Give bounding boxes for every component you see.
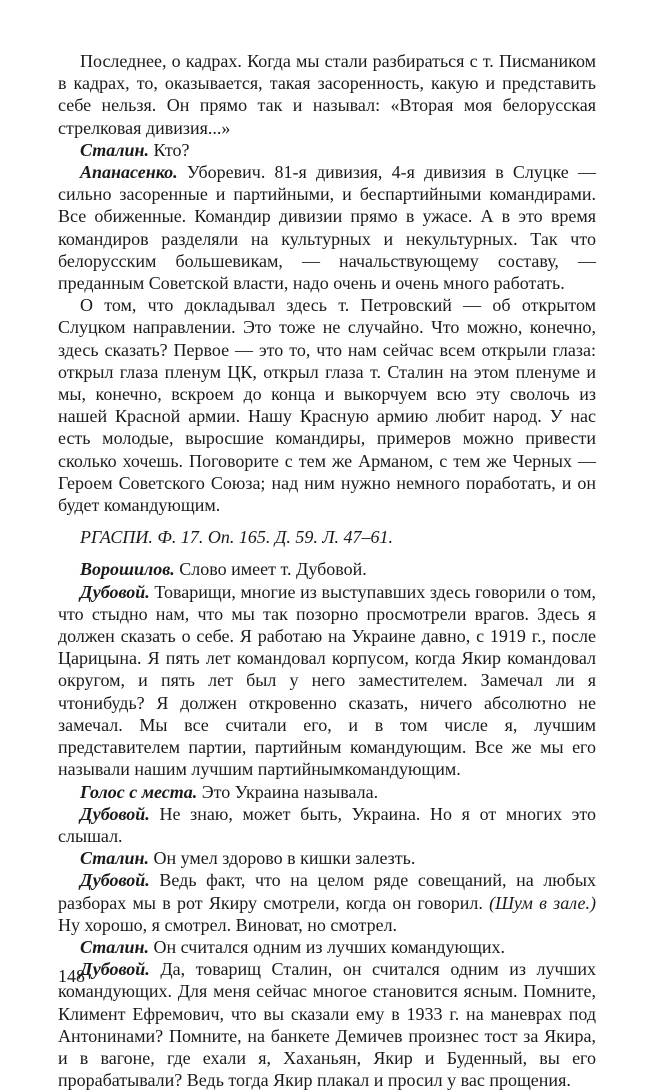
- paragraph-text: Слово имеет т. Дубовой.: [174, 559, 367, 580]
- speaker-name: Дубовой.: [80, 581, 150, 602]
- paragraph: [58, 958, 596, 1091]
- paragraph-text: Уборевич. 81-я дивизия, 4-я дивизия в Слуцке — сильно засоренные и партийными, и беспартийными командирами. Все обиженные. Командир дивизии прямо в ужасе. А в это время командиров разделяли на культурных и некультурных. Так что белорусским большевикам, — начальствующему составу, — преданным Советской власти, надо очень и очень много работать.: [58, 162, 596, 294]
- paragraph-text: Товарищи, многие из выступавших здесь говорили о том, что стыдно нам, что мы так позорно просмотрели врагов. Здесь я должен сказать о себе. Я работаю на Украине давно, с 1919 г., после Царицына. Я пять лет командовал корпусом, когда Якир командовал округом, и пять лет был у него заместителем. Замечал ли я чтонибудь? Я должен откровенно сказать, ничего абсолютно не замечал. Мы все считали его, и в том числе я, лучшим представителем партии, партийным командующим. Все же мы его называли нашим лучшим партийнымкомандующим.: [58, 581, 596, 780]
- paragraph: [58, 803, 596, 847]
- paragraph: [58, 161, 596, 294]
- paragraph-text: Последнее, о кадрах. Когда мы стали разбираться с т. Писмаником в кадрах, то, оказывается, такая засоренность, какую и представить себе нельзя. Он прямо так и называл: «Вторая моя белорусская стрелковая дивизия...»: [58, 51, 596, 138]
- paragraph: [58, 781, 596, 803]
- speaker-name: Дубовой.: [80, 803, 150, 824]
- paragraph-text: Кто?: [149, 139, 190, 160]
- paragraph: [58, 139, 596, 161]
- speaker-name: Дубовой.: [80, 959, 150, 980]
- paragraph: [58, 869, 596, 936]
- archive-reference: [58, 526, 596, 548]
- paragraph-text: Да, товарищ Сталин, он считался одним из лучших командующих. Для меня сейчас многое становится ясным. Помните, Климент Ефремович, что вы сказали ему в 1933 г. на маневрах под Антонинами? Помните, на банкете Демичев произнес тост за Якира, и в вагоне, где ехали я, Хаханьян, Якир и Буденный, вы его прорабатывали? Ведь тогда Якир плакал и просил у вас прощения.: [58, 959, 596, 1091]
- speaker-name: Сталин.: [80, 848, 150, 869]
- speaker-name: Апанасенко.: [80, 162, 178, 183]
- paragraph-text: Это Украина называла.: [197, 781, 379, 802]
- speaker-name: Сталин.: [80, 139, 150, 160]
- paragraph-text: О том, что докладывал здесь т. Петровский — об открытом Слуцком направлении. Это тоже не случайно. Что можно, конечно, здесь сказать? Первое — это то, что нам сейчас всем открыли глаза: открыл глаза пленум ЦК, открыл глаза т. Сталин на этом пленуме и мы, конечно, вскроем до конца и выкорчуем всю эту сволочь из нашей Красной армии. Нашу Красную армию любит народ. У нас есть молодые, выросшие командиры, примеров можно привести сколько хочешь. Поговорите с тем же Арманом, с тем же Черных — Героем Советского Союза; над ним нужно немного поработать, и он будет командующим.: [58, 295, 596, 516]
- paragraph-text: Ну хорошо, я смотрел. Виноват, но смотрел.: [58, 914, 398, 935]
- paragraph: [58, 581, 596, 781]
- paragraph-text: Не знаю, может быть, Украина. Но я от многих это слышал.: [58, 803, 596, 846]
- speaker-name: Сталин.: [80, 936, 150, 957]
- speaker-name: Ворошилов.: [80, 559, 175, 580]
- paragraph: [58, 294, 596, 516]
- stage-direction: (Шум в зале.): [489, 892, 596, 913]
- paragraph: [58, 50, 596, 139]
- paragraph: [58, 847, 596, 869]
- page-body: [58, 50, 596, 1091]
- paragraph-text: Он умел здорово в кишки залезть.: [149, 848, 416, 869]
- paragraph: [58, 558, 596, 580]
- paragraph-text: Ведь факт, что на целом ряде совещаний, на любых разборах мы в рот Якиру смотрели, когда он говорил.: [58, 870, 596, 913]
- speaker-name: Голос с места.: [80, 781, 198, 802]
- archive-reference-text: РГАСПИ. Ф. 17. Оп. 165. Д. 59. Л. 47–61.: [80, 527, 394, 548]
- paragraph-text: Он считался одним из лучших командующих.: [149, 936, 505, 957]
- paragraph: [58, 936, 596, 958]
- page-number: 148: [58, 966, 85, 986]
- speaker-name: Дубовой.: [80, 870, 150, 891]
